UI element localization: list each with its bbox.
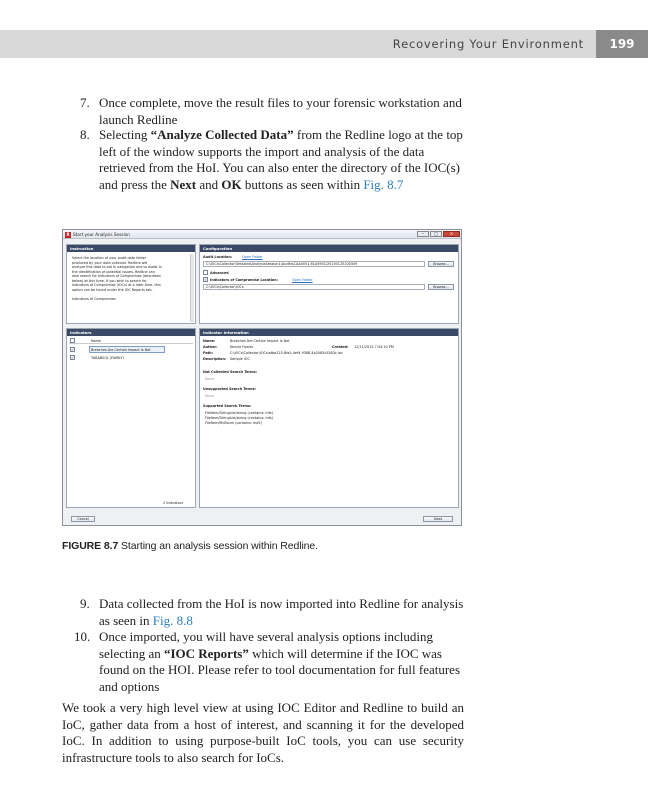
configuration-pane [199,244,459,324]
redline-logo-icon: R [66,231,70,237]
step-text: Once complete, move the result files to your forensic workstation and launch Redline [99,95,462,127]
indicator-checkbox[interactable]: ✓ [71,355,75,360]
instruction-line: Indicators of Compromise (IOCs) at a later time, this [72,283,161,287]
window-titlebar [63,230,461,239]
created-value: 12/11/2015 7:43:10 PM [354,345,394,349]
instruction-line: below) at this time. If you wish to search for [72,278,147,283]
indicator-name: Breaches Are Certain Impact Is Not [91,347,151,352]
author-label: Author: [203,345,218,349]
indicators-pane [66,328,196,508]
step-text: Data collected from the HoI is now imported into Redline for analysis as seen in Fig. 8.8 [99,596,464,628]
indicators-column-header [69,338,193,344]
page-number: 199 [596,30,648,58]
indicator-information-pane [199,328,459,508]
instruction-line: Select the location of your audit data folder [72,256,147,260]
path-label: Path: [203,351,214,355]
step-8 [80,127,470,193]
not-collected-heading: Not Collected Search Terms: [203,370,257,374]
step-9 [80,596,470,629]
instruction-line: produced by your data collector. Redline will [72,260,148,265]
step-7 [80,95,470,128]
instruction-scrollbar[interactable] [190,254,194,322]
chapter-title: Recovering Your Environment [392,37,584,51]
maximize-icon[interactable]: □ [430,231,442,237]
window-title: Start your Analysis Session [73,232,130,237]
cancel-button[interactable]: Cancel [71,516,95,522]
next-button[interactable]: Next [423,516,453,522]
instruction-line: the identification of potential issues. Redline can [72,269,155,274]
instruction-heading: Instruction [67,245,195,252]
figure-caption [62,540,318,552]
indicator-checkbox[interactable]: ✓ [71,347,75,352]
step-text: Selecting “Analyze Collected Data” from the Redline logo at the top left of the window supports the import and analysis of the data retrieved from the HoI. You can also enter the directory of the IOC(s) and press the Next and OK buttons as seen within Fig. 8.7 [99,127,463,192]
supported-term: FileItem/StringList/string (contains: mfs) [205,411,274,415]
unsupported-heading: Unsupported Search Terms: [203,387,257,391]
ioc-location-input[interactable]: C:\IOCs\Collector\IOCs [203,284,425,290]
figure-caption-text: Starting an analysis session within Redline. [121,540,318,552]
audit-location-input[interactable]: C:\IOCs\Collector\Sessions\AnalysisSession1\Audits\CAA0051-61A5901\20150125100359 [203,261,425,267]
step-10 [74,629,470,695]
advanced-checkbox[interactable] [203,270,208,275]
select-all-checkbox[interactable] [70,338,75,343]
figure-label: FIGURE 8.7 [62,540,119,552]
supported-term: FileItem/Md5sum (contains: md5) [205,421,262,425]
step-number: 8. [80,127,90,142]
indicator-name[interactable]: TABABSQL (FAMILY) [91,355,124,360]
instruction-line: analyze this data to aid in navigation and to assist in [72,265,162,269]
instruction-line: also search for Indicators of Compromise (described [72,274,161,278]
audit-open-folder-link[interactable]: Open Folder [242,255,263,259]
name-label: Name: [203,339,216,343]
minimize-icon[interactable]: – [417,231,429,237]
closing-paragraph: We took a very high level view at using IOC Editor and Redline to build an IoC, gather data from a host of interest, and scanning it for the developed IoC. In addition to using purpose-built IoC tools, you can use security infrastructure tools to also search for IoCs. [62,700,464,765]
step-number: 7. [80,95,90,110]
author-value: Kevvie Fowler [230,345,254,349]
instruction-pane [66,244,196,324]
ioc-location-label: Indicators of Compromise Location: [210,277,279,282]
configuration-heading: Configuration [200,245,458,252]
name-value: Breaches Are Certain Impact Is Not [230,339,290,343]
name-column-label: Name [91,339,102,343]
description-label: Description: [203,357,227,361]
instruction-line: option can be found under the IOC Reports tab. [72,287,153,292]
description-value: Sample IOC [230,357,250,361]
supported-heading: Supported Search Terms: [203,404,252,408]
step-number: 9. [80,596,90,611]
not-collected-none: None [205,377,214,381]
ioc-open-folder-link[interactable]: Open Folder [292,277,313,282]
supported-term: FileItem/StringList/string (contains: mfs) [205,416,274,420]
running-header [0,30,648,58]
audit-location-label: Audit Location: [203,255,233,259]
advanced-label: Advanced [210,270,229,275]
path-value: C:\IOCs\Collector\IOCs\afba225-8fa5-4ef4-9388-4b2085c5583c.ioc [230,351,343,355]
browse-ioc-button[interactable]: Browse... [428,284,454,290]
created-label: Created: [332,345,349,349]
indicator-information-heading: Indicator Information [200,329,458,336]
step-text: Once imported, you will have several analysis options including selecting an “IOC Reports” which will determine if the IOC was found on the HOI. Please refer to tool documentation for full features and options [99,629,460,694]
close-icon[interactable]: ✕ [443,231,460,237]
instruction-line: Indicators of Compromise [72,297,116,301]
step-number: 10. [74,629,91,644]
ioc-location-checkbox[interactable]: ✓ [204,277,208,282]
indicator-count: 2 Indicators [163,501,183,505]
browse-audit-button[interactable]: Browse... [428,261,454,267]
redline-analysis-window [62,229,462,526]
unsupported-none: None [205,394,214,398]
indicators-heading: Indicators [67,329,195,336]
